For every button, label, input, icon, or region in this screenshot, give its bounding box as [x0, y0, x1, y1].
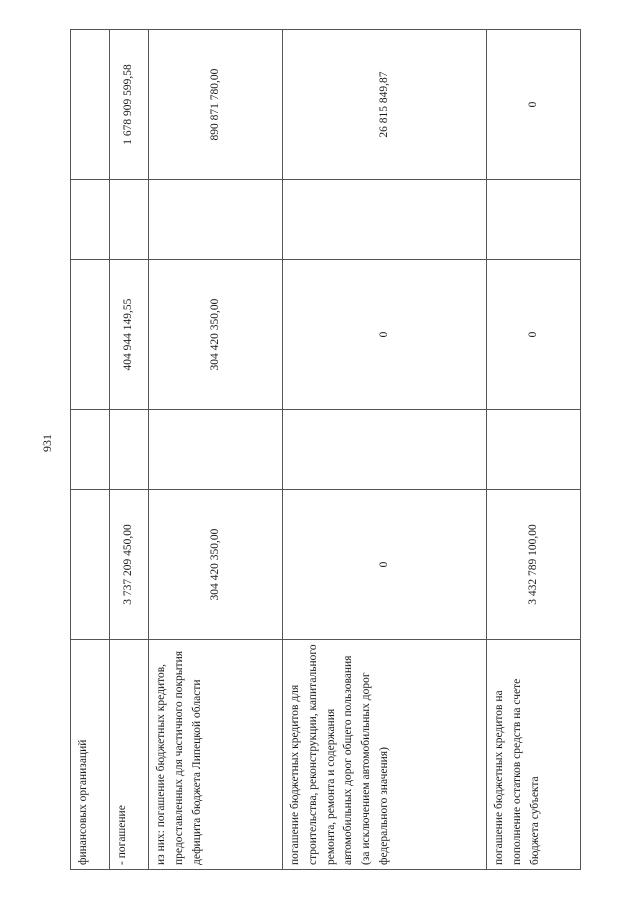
row-label: погашение бюджетных кредитов для строительства, реконструкции, капитального ремонта, ремонта и содержания автомобильных дорог общего пользования (за исключением автомобильных дорог федерального значения) [283, 640, 487, 870]
table-row [487, 30, 581, 870]
cell-value-2 [149, 410, 283, 490]
cell-value-4 [110, 180, 149, 260]
cell-value-1: 3 737 209 450,00 [110, 490, 149, 640]
cell-value-2 [283, 410, 487, 490]
cell-value-5: 1 678 909 599,58 [110, 30, 149, 180]
cell-value-5: 0 [487, 30, 581, 180]
cell-value-2 [487, 410, 581, 490]
row-label: финансовых организаций [71, 640, 110, 870]
cell-value-4 [283, 180, 487, 260]
table-row [283, 30, 487, 870]
row-label: из них: погашение бюджетных кредитов, предоставленных для частичного покрытия дефицита бюджета Липецкой области [149, 640, 283, 870]
table-row [71, 30, 110, 870]
cell-value-4 [71, 180, 110, 260]
cell-value-1: 3 432 789 100,00 [487, 490, 581, 640]
table-row [110, 30, 149, 870]
cell-value-1 [71, 490, 110, 640]
cell-value-2 [71, 410, 110, 490]
budget-table [70, 29, 581, 870]
cell-value-4 [149, 180, 283, 260]
cell-value-1: 304 420 350,00 [149, 490, 283, 640]
cell-value-3 [71, 260, 110, 410]
cell-value-3: 304 420 350,00 [149, 260, 283, 410]
table-row [149, 30, 283, 870]
cell-value-4 [487, 180, 581, 260]
row-label: погашение бюджетных кредитов на пополнение остатков средств на счете бюджета субъекта [487, 640, 581, 870]
cell-value-5 [71, 30, 110, 180]
cell-value-3: 404 944 149,55 [110, 260, 149, 410]
cell-value-5: 26 815 849,87 [283, 30, 487, 180]
cell-value-2 [110, 410, 149, 490]
cell-value-3: 0 [283, 260, 487, 410]
cell-value-1: 0 [283, 490, 487, 640]
rotated-table-container [70, 30, 580, 870]
cell-value-5: 890 871 780,00 [149, 30, 283, 180]
cell-value-3: 0 [487, 260, 581, 410]
row-label: - погашение [110, 640, 149, 870]
page-number: 931 [40, 434, 54, 452]
